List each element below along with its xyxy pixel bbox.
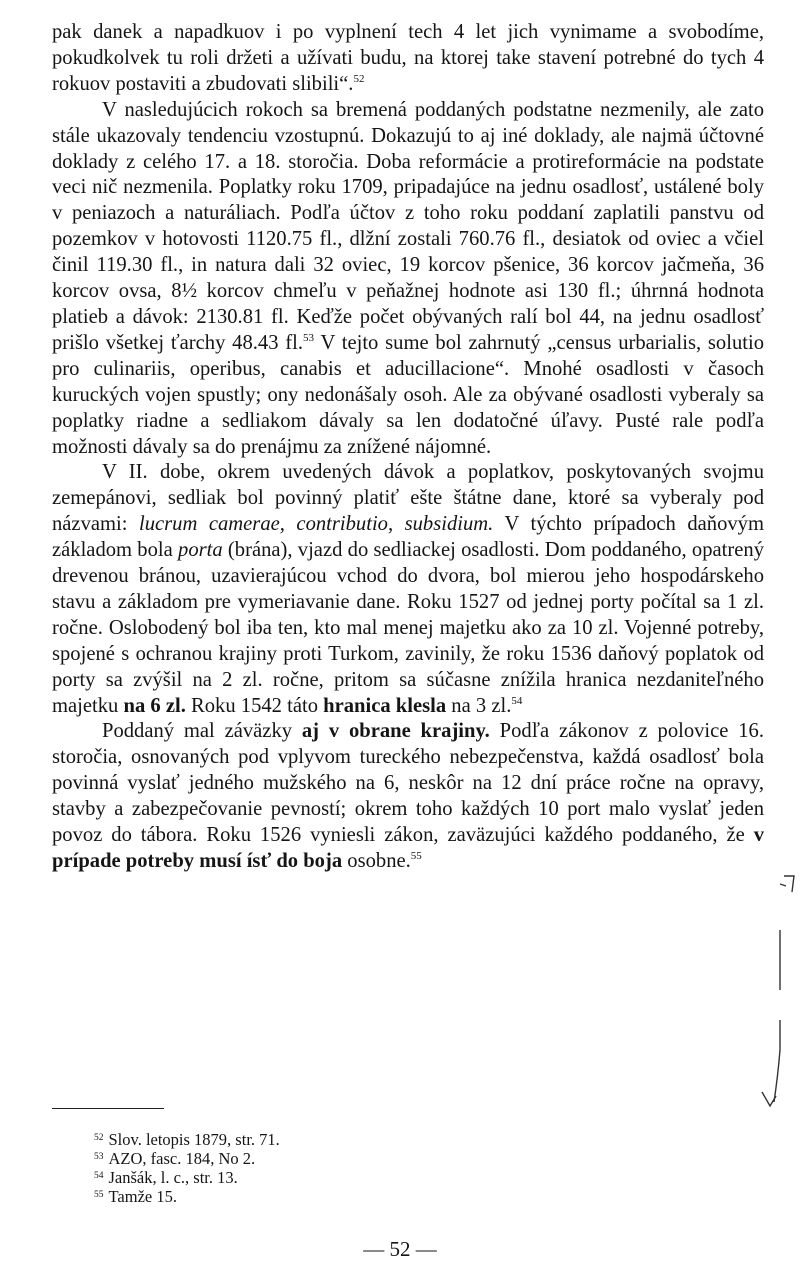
footnote-ref-55[interactable]: 55 <box>410 850 422 862</box>
footnote-52 <box>94 1130 280 1149</box>
paragraph-2-text-b: V tejto sume bol zahrnutý „census urbarialis, solutio pro culinariis, operibus, canabis et aducillacione“. Mnohé osadlosti v časoch kuruckých vojen spustly; ony nedonášaly osoh. Ale za obývané osadlosti vyberaly sa poplatky riadne a sedliakom dávaly sa len dodatočné úľavy. Pusté rale podľa možnosti dávaly sa do prenájmu za znížené nájomné. <box>52 331 764 458</box>
footnote-number: 52 <box>94 1133 104 1143</box>
paragraph-3-italic-terms: lucrum camerae, contributio, subsidium. <box>139 513 494 536</box>
footnote-text: Slov. letopis 1879, str. 71. <box>108 1130 280 1149</box>
footnote-number: 55 <box>94 1190 104 1200</box>
page-number: — 52 — <box>363 1237 437 1261</box>
footnote-ref-54[interactable]: 54 <box>511 694 523 707</box>
paragraph-3-text-b: V týchto prípadoch daňovým základom bola <box>52 513 764 562</box>
paragraph-3-bold-a: na 6 zl. <box>123 694 186 717</box>
footnotes <box>94 1130 280 1206</box>
paragraph-4-bold-b: v prípade potreby musí ísť do boja <box>52 824 764 872</box>
paragraph-1-text: pak danek a napadkuov i po vyplnení tech 4 let jich vynimame a svobodíme, pokudkolvek tu roli držeti a užívati budu, na ktorej take stavení potrebné do tych 4 rokuov postaviti a zbudovati slibili“. <box>52 21 764 95</box>
paragraph-4-text-c: osobne. <box>342 850 411 872</box>
footnote-ref-53[interactable]: 53 <box>303 331 315 344</box>
paragraph-3 <box>52 460 764 719</box>
footnote-55 <box>94 1187 280 1206</box>
footnote-number: 54 <box>94 1171 104 1181</box>
paragraph-3-text-d: Roku 1542 táto <box>185 694 324 717</box>
footnote-divider <box>52 1108 164 1109</box>
paragraph-2 <box>52 98 764 461</box>
paragraph-4-bold-a: aj v obrane krajiny. <box>301 720 490 743</box>
footnote-53 <box>94 1149 280 1168</box>
paragraph-3-text-e: na 3 zl. <box>446 694 512 717</box>
paragraph-1 <box>52 20 764 98</box>
footnote-text: Janšák, l. c., str. 13. <box>108 1168 238 1187</box>
page-body <box>52 20 764 875</box>
footnote-text: Tamže 15. <box>108 1187 177 1206</box>
footnote-54 <box>94 1168 280 1187</box>
paragraph-3-text-c: (brána), vjazd do sedliackej osadlosti. Dom poddaného, opatrený drevenou bránou, uzavierajúcou vchod do dvora, bol mierou jeho hospodárskeho stavu a základom pre vymeriavanie dane. Roku 1527 od jednej porty počítal sa 1 zl. ročne. Oslobodený bol iba ten, kto mal menej majetku ako za 10 zl. Vojenné potreby, spojené s ochranou krajiny proti Turkom, zavinily, že roku 1536 daňový poplatok od porty sa zvýšil na 2 zl. ročne, pritom sa súčasne znížila hranica nezdaniteľného majetku <box>52 539 764 717</box>
paragraph-2-text-a: V nasledujúcich rokoch sa bremená poddaných podstatne nezmenily, ale zato stále ukazovaly tendenciu vzostupnú. Dokazujú to aj iné doklady, ale najmä účtovné doklady z celého 17. a 18. storočia. Doba reformácie a protireformácie na podstate veci nič nezmenila. Poplatky roku 1709, pripadajúce na jednu osadlosť, ustálené boly v peniazoch a naturáliach. Podľa účtov z toho roku poddaní zaplatili panstvu od pozemkov v hotovosti 1120.75 fl., dlžní zostali 760.76 fl., desiatok od oviec a včiel činil 119.30 fl., in natura dali 32 oviec, 19 korcov pšenice, 36 korcov jačmeňa, 36 korcov ovsa, 8½ korcov chmeľu v peňažnej hodnote asi 130 fl.; úhrnná hodnota platieb a dávok: 2130.81 fl. Keďže počet obývaných ralí bol 44, na jednu osadlosť prišlo všetkej ťarchy 48.43 fl. <box>52 98 764 354</box>
footnote-ref-52[interactable]: 52 <box>353 72 365 85</box>
footnote-text: AZO, fasc. 184, No 2. <box>108 1149 256 1168</box>
paragraph-3-italic-porta: porta <box>178 539 223 562</box>
handwritten-margin-mark <box>740 870 800 1110</box>
paragraph-4 <box>52 719 764 874</box>
paragraph-3-bold-b: hranica klesla <box>323 694 447 717</box>
paragraph-3-text-a: V II. dobe, okrem uvedených dávok a poplatkov, poskytovaných svojmu zemepánovi, sedliak bol povinný platiť ešte štátne dane, ktoré sa vyberaly pod názvami: <box>52 461 764 536</box>
paragraph-4-text-b: Podľa zákonov z polovice 16. storočia, osnovaných pod vplyvom tureckého nebezpečenstva, každá osadlosť bola povinná vyslať jedného mužského na 6, neskôr na 12 dní práce ročne na opravy, stavby a zabezpečovanie pevností; okrem toho každých 10 port malo vyslať jeden povoz do tábora. Roku 1526 vyniesli zákon, zaväzujúci každého poddaného, že <box>52 720 764 847</box>
footnote-number: 53 <box>94 1152 104 1162</box>
paragraph-4-text-a: Poddaný mal záväzky <box>102 720 302 743</box>
